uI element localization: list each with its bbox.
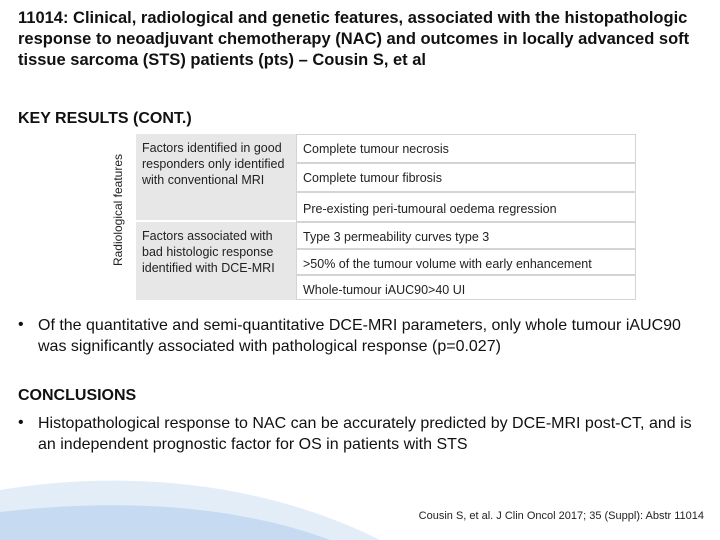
key-results-bullet: Of the quantitative and semi-quantitative DCE-MRI parameters, only whole tumour iAUC90 was significantly associated with pathological response (p=0.027) bbox=[38, 317, 681, 355]
conclusions-bullet: Histopathological response to NAC can be accurately predicted by DCE-MRI post-CT, and is an independent prognostic factor for OS in patients with STS bbox=[38, 415, 692, 453]
key-results-heading: KEY RESULTS (CONT.) bbox=[18, 110, 192, 127]
group-1-item-3: Pre-existing peri-tumoural oedema regression bbox=[296, 192, 636, 222]
bullet-marker: • bbox=[18, 414, 24, 431]
radiological-features-table bbox=[136, 134, 636, 300]
citation: Cousin S, et al. J Clin Oncol 2017; 35 (Suppl): Abstr 11014 bbox=[418, 510, 704, 522]
group-1-item-2: Complete tumour fibrosis bbox=[296, 163, 636, 192]
radiological-features-label: Radiological features bbox=[111, 153, 125, 267]
decorative-swoosh bbox=[0, 460, 720, 540]
group-1-item-1: Complete tumour necrosis bbox=[296, 134, 636, 163]
group-2-label: Factors associated with bad histologic response identified with DCE-MRI bbox=[136, 222, 296, 300]
group-2-item-2: >50% of the tumour volume with early enhancement bbox=[296, 249, 636, 275]
group-1-label: Factors identified in good responders only identified with conventional MRI bbox=[136, 134, 296, 220]
group-2-item-3: Whole-tumour iAUC90>40 UI bbox=[296, 275, 636, 300]
slide-title: 11014: Clinical, radiological and genetic features, associated with the histopathologic response to neoadjuvant chemotherapy (NAC) and outcomes in locally advanced soft tissue sarcoma (STS) patients (pts) – Cousin S, et al bbox=[18, 9, 690, 69]
group-2-item-1: Type 3 permeability curves type 3 bbox=[296, 222, 636, 249]
conclusions-heading: CONCLUSIONS bbox=[18, 387, 137, 404]
bullet-marker: • bbox=[18, 316, 24, 333]
